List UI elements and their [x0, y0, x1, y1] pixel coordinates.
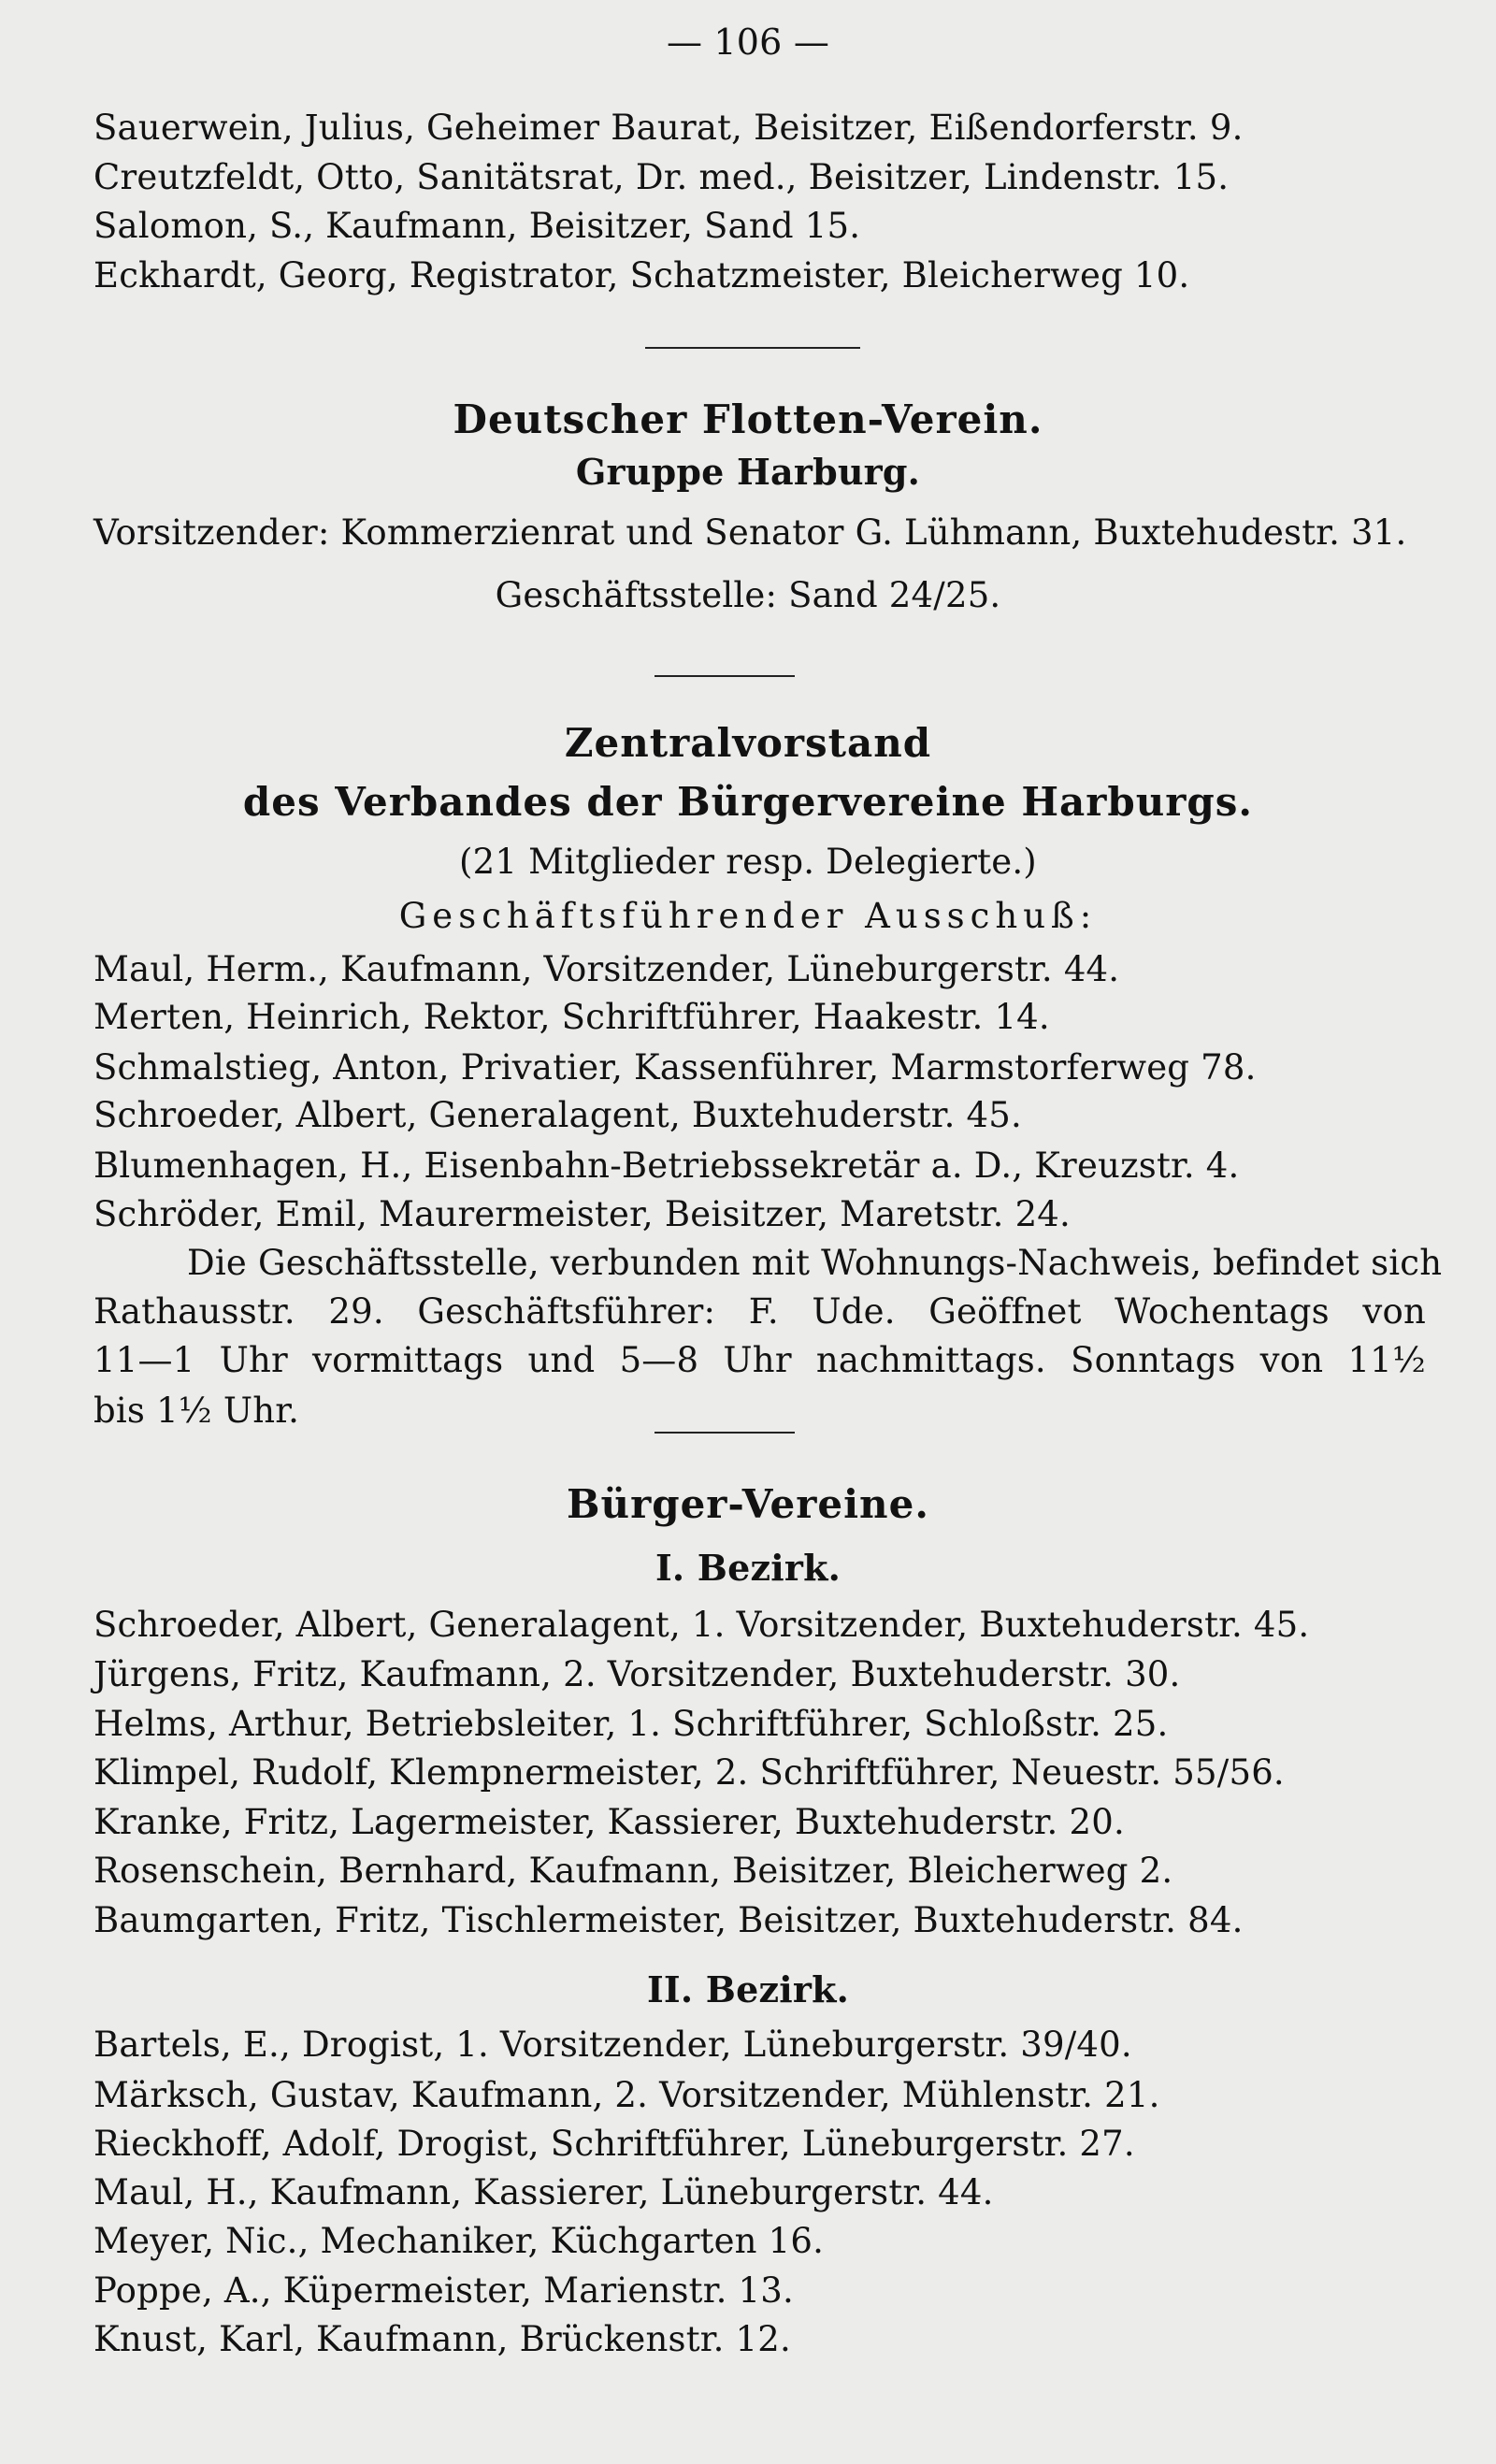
zentral-committee-heading: Geschäftsführender Ausschuß: — [398, 896, 1098, 936]
section-title-buerger: Bürger-Vereine. — [567, 1481, 929, 1527]
entry-line: Schmalstieg, Anton, Privatier, Kassenführer, Marmstorferweg 78. — [94, 1047, 1257, 1088]
entry-line: Creutzfeldt, Otto, Sanitätsrat, Dr. med., Beisitzer, Lindenstr. 15. — [94, 157, 1230, 197]
paragraph-line: 11—1 Uhr vormittags und 5—8 Uhr nachmittags. Sonntags von 11½ — [94, 1340, 1426, 1380]
entry-line: Schroeder, Albert, Generalagent, Buxtehuderstr. 45. — [94, 1095, 1022, 1135]
entry-line: Bartels, E., Drogist, 1. Vorsitzender, Lüneburgerstr. 39/40. — [94, 2025, 1132, 2065]
entry-line: Knust, Karl, Kaufmann, Brückenstr. 12. — [94, 2319, 791, 2359]
entry-line: Sauerwein, Julius, Geheimer Baurat, Beisitzer, Eißendorferstr. 9. — [94, 108, 1244, 148]
entry-line: Jürgens, Fritz, Kaufmann, 2. Vorsitzender, Buxtehuderstr. 30. — [94, 1654, 1181, 1694]
entry-line: Maul, Herm., Kaufmann, Vorsitzender, Lüneburgerstr. 44. — [94, 949, 1120, 989]
district-title: I. Bezirk. — [654, 1547, 842, 1589]
entry-line: Rosenschein, Bernhard, Kaufmann, Beisitzer, Bleicherweg 2. — [94, 1851, 1173, 1891]
paragraph-line: bis 1½ Uhr. — [94, 1391, 300, 1431]
entry-line: Klimpel, Rudolf, Klempnermeister, 2. Schriftführer, Neuestr. 55/56. — [94, 1752, 1285, 1793]
flotten-chair: Vorsitzender: Kommerzienrat und Senator G. Lühmann, Buxtehudestr. 31. — [94, 512, 1407, 553]
section-title-flotten: Deutscher Flotten-Verein. — [453, 396, 1043, 442]
section-divider — [645, 347, 860, 349]
entry-line: Poppe, A., Küpermeister, Marienstr. 13. — [94, 2270, 794, 2311]
section-title-zentral-2: des Verbandes der Bürgervereine Harburgs. — [242, 779, 1254, 825]
flotten-office: Geschäftsstelle: Sand 24/25. — [495, 575, 1001, 615]
entry-line: Schroeder, Albert, Generalagent, 1. Vorsitzender, Buxtehuderstr. 45. — [94, 1605, 1310, 1645]
entry-line: Märksch, Gustav, Kaufmann, 2. Vorsitzender, Mühlenstr. 21. — [94, 2075, 1160, 2115]
section-title-zentral: Zentralvorstand — [564, 720, 932, 766]
entry-line: Blumenhagen, H., Eisenbahn-Betriebssekretär a. D., Kreuzstr. 4. — [94, 1146, 1240, 1186]
entry-line: Salomon, S., Kaufmann, Beisitzer, Sand 15. — [94, 206, 861, 246]
entry-line: Kranke, Fritz, Lagermeister, Kassierer, Buxtehuderstr. 20. — [94, 1802, 1125, 1842]
entry-line: Meyer, Nic., Mechaniker, Küchgarten 16. — [94, 2221, 825, 2261]
entry-line: Schröder, Emil, Maurermeister, Beisitzer, Maretstr. 24. — [94, 1194, 1072, 1234]
paragraph-line: Die Geschäftsstelle, verbunden mit Wohnungs-Nachweis, befindet sich — [187, 1243, 1443, 1283]
section-subtitle-flotten: Gruppe Harburg. — [575, 451, 921, 493]
section-divider — [654, 675, 795, 677]
zentral-members: (21 Mitglieder resp. Delegierte.) — [459, 842, 1037, 882]
paragraph-line: Rathausstr. 29. Geschäftsführer: F. Ude. Geöffnet Wochentags von — [94, 1291, 1426, 1332]
entry-line: Baumgarten, Fritz, Tischlermeister, Beisitzer, Buxtehuderstr. 84. — [94, 1900, 1244, 1940]
entry-line: Rieckhoff, Adolf, Drogist, Schriftführer, Lüneburgerstr. 27. — [94, 2124, 1135, 2164]
district-title: II. Bezirk. — [646, 1968, 850, 2010]
entry-line: Merten, Heinrich, Rektor, Schriftführer, Haakestr. 14. — [94, 997, 1050, 1037]
entry-line: Helms, Arthur, Betriebsleiter, 1. Schriftführer, Schloßstr. 25. — [94, 1704, 1169, 1744]
section-divider — [654, 1432, 795, 1434]
entry-line: Maul, H., Kaufmann, Kassierer, Lüneburgerstr. 44. — [94, 2172, 994, 2212]
entry-line: Eckhardt, Georg, Registrator, Schatzmeister, Bleicherweg 10. — [94, 255, 1190, 295]
page-number: — 106 — — [666, 22, 830, 63]
